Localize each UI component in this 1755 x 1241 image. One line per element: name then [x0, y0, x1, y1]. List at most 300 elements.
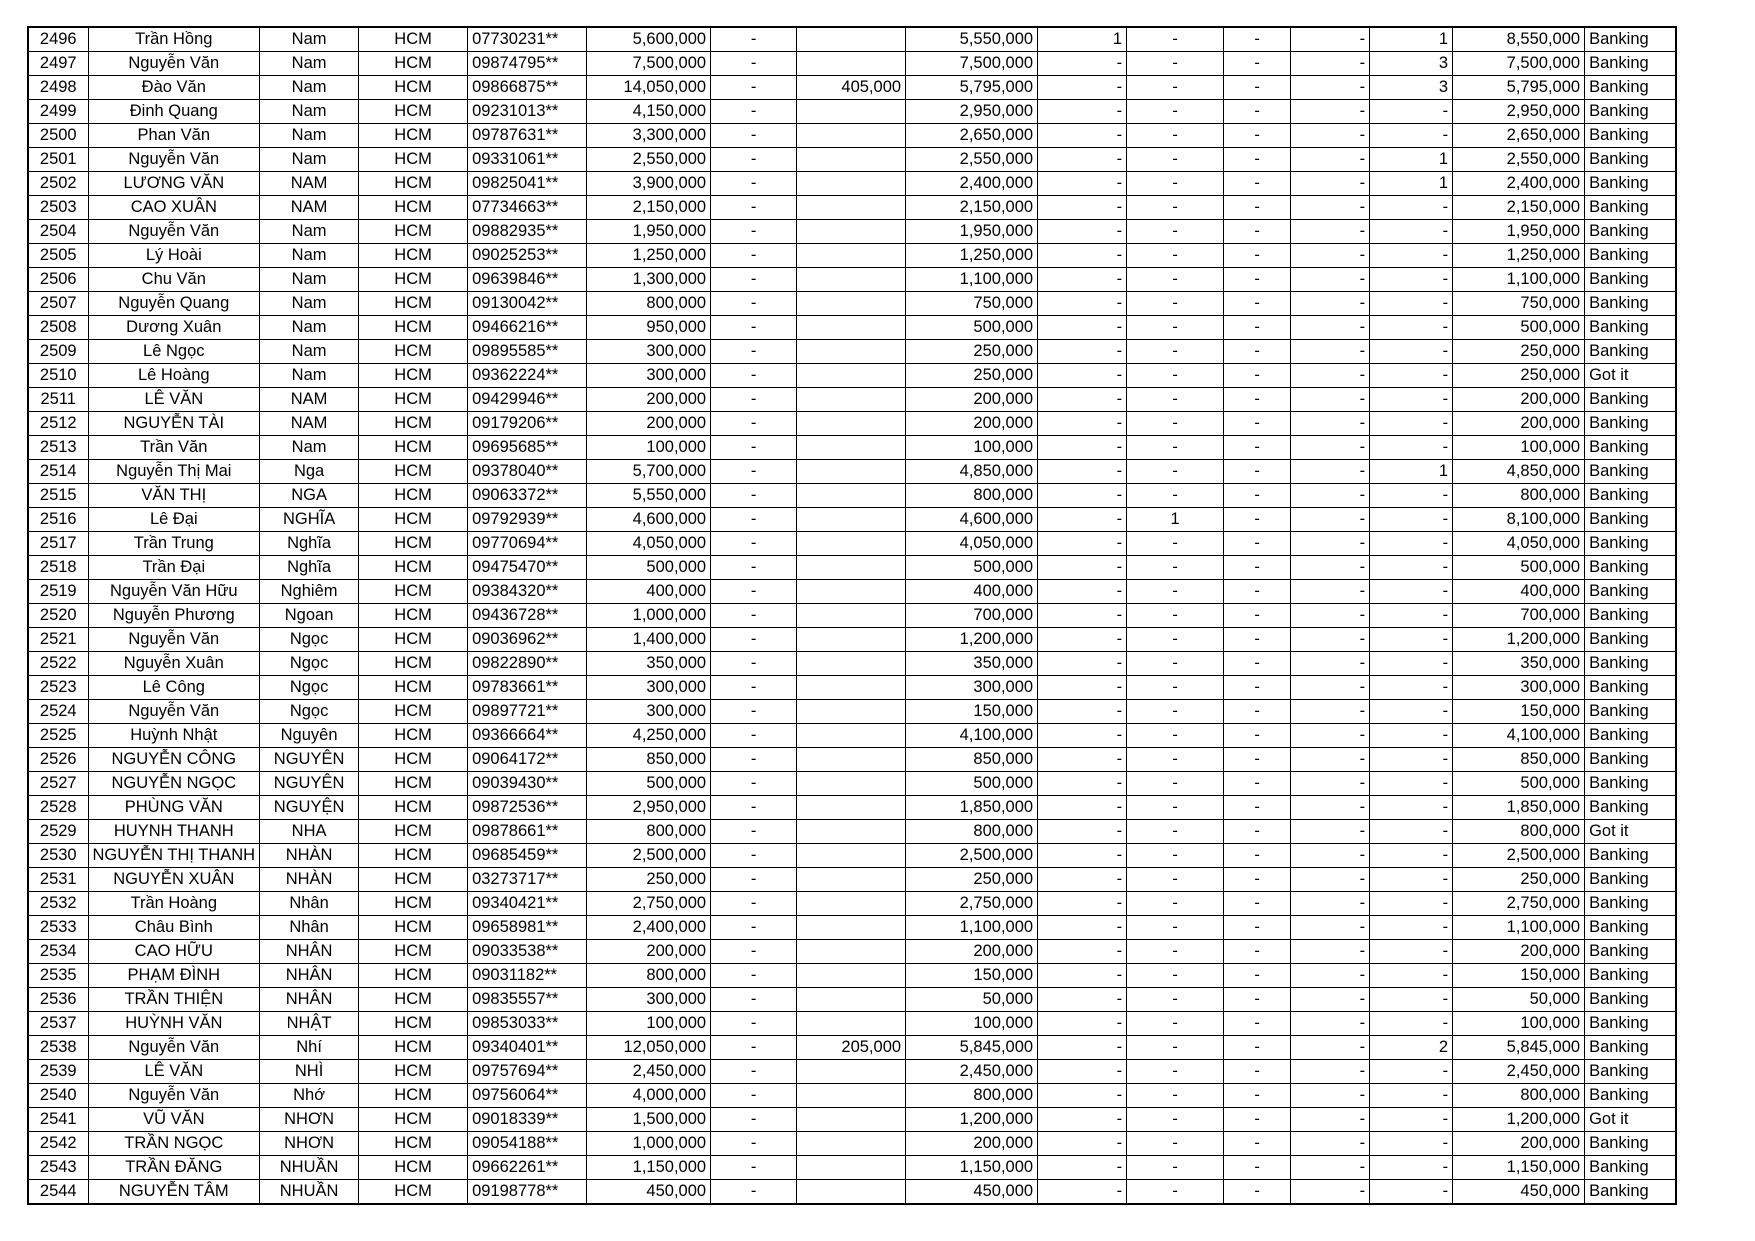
cell-hinh_thuc: Banking	[1585, 652, 1676, 676]
cell-hinh_thuc: Banking	[1585, 604, 1676, 628]
cell-hinh_thuc: Banking	[1585, 220, 1676, 244]
cell-c9: -	[1038, 220, 1127, 244]
cell-tong: 1,300,000	[587, 268, 711, 292]
cell-c9: -	[1038, 172, 1127, 196]
cell-tinh: HCM	[359, 268, 468, 292]
cell-tinh: HCM	[359, 1060, 468, 1084]
cell-ten: Ngọc	[260, 676, 359, 700]
cell-c9: -	[1038, 436, 1127, 460]
cell-c12: -	[1291, 820, 1370, 844]
table-row	[28, 868, 1676, 892]
cell-c10: -	[1127, 76, 1224, 100]
cell-c11: -	[1224, 484, 1291, 508]
cell-c12: -	[1291, 220, 1370, 244]
cell-stt: 2542	[28, 1132, 88, 1156]
cell-hinh_thuc: Banking	[1585, 1084, 1676, 1108]
cell-stt: 2533	[28, 916, 88, 940]
cell-sdt: 09025253**	[468, 244, 587, 268]
cell-hinh_thuc: Banking	[1585, 172, 1676, 196]
cell-stt: 2513	[28, 436, 88, 460]
cell-ho: Nguyễn Văn	[88, 52, 260, 76]
cell-thuc_nhan: 4,600,000	[906, 508, 1038, 532]
cell-c11: -	[1224, 196, 1291, 220]
cell-tinh: HCM	[359, 76, 468, 100]
cell-ten: NHẬT	[260, 1012, 359, 1036]
cell-c9: -	[1038, 364, 1127, 388]
cell-thuc_nhan: 250,000	[906, 340, 1038, 364]
cell-hinh_thuc: Banking	[1585, 796, 1676, 820]
cell-c13: 1	[1370, 148, 1453, 172]
cell-ten: NAM	[260, 172, 359, 196]
cell-hinh_thuc: Banking	[1585, 628, 1676, 652]
cell-c10: -	[1127, 340, 1224, 364]
cell-c9: -	[1038, 1132, 1127, 1156]
cell-c6: -	[711, 484, 797, 508]
cell-c10: -	[1127, 148, 1224, 172]
cell-giam	[797, 172, 906, 196]
cell-hinh_thuc: Banking	[1585, 27, 1676, 52]
cell-thanh_toan: 500,000	[1453, 316, 1585, 340]
cell-c6: -	[711, 1036, 797, 1060]
cell-thanh_toan: 2,400,000	[1453, 172, 1585, 196]
cell-thuc_nhan: 250,000	[906, 364, 1038, 388]
cell-tinh: HCM	[359, 364, 468, 388]
cell-thuc_nhan: 7,500,000	[906, 52, 1038, 76]
cell-c13: -	[1370, 292, 1453, 316]
cell-c6: -	[711, 556, 797, 580]
cell-thuc_nhan: 2,400,000	[906, 172, 1038, 196]
cell-tong: 3,900,000	[587, 172, 711, 196]
cell-thuc_nhan: 700,000	[906, 604, 1038, 628]
cell-c12: -	[1291, 436, 1370, 460]
table-row	[28, 676, 1676, 700]
cell-ten: Nam	[260, 340, 359, 364]
cell-c12: -	[1291, 388, 1370, 412]
cell-c6: -	[711, 172, 797, 196]
cell-sdt: 09033538**	[468, 940, 587, 964]
cell-sdt: 09340421**	[468, 892, 587, 916]
cell-c6: -	[711, 988, 797, 1012]
cell-thanh_toan: 800,000	[1453, 1084, 1585, 1108]
cell-ho: NGUYỄN TÂM	[88, 1180, 260, 1205]
cell-tong: 1,000,000	[587, 1132, 711, 1156]
cell-c6: -	[711, 220, 797, 244]
table-row	[28, 1156, 1676, 1180]
cell-ho: Trần Hồng	[88, 27, 260, 52]
cell-ho: Trần Văn	[88, 436, 260, 460]
cell-sdt: 09757694**	[468, 1060, 587, 1084]
cell-ho: Nguyễn Văn	[88, 700, 260, 724]
cell-ten: Ngọc	[260, 700, 359, 724]
cell-c9: -	[1038, 892, 1127, 916]
table-row	[28, 1012, 1676, 1036]
table-row	[28, 628, 1676, 652]
cell-c9: -	[1038, 460, 1127, 484]
cell-c13: -	[1370, 508, 1453, 532]
cell-ten: Ngoan	[260, 604, 359, 628]
cell-c10: -	[1127, 27, 1224, 52]
cell-thanh_toan: 700,000	[1453, 604, 1585, 628]
cell-c10: -	[1127, 628, 1224, 652]
cell-giam	[797, 700, 906, 724]
cell-ten: Nam	[260, 220, 359, 244]
cell-hinh_thuc: Banking	[1585, 676, 1676, 700]
cell-c13: -	[1370, 796, 1453, 820]
cell-tinh: HCM	[359, 100, 468, 124]
cell-tinh: HCM	[359, 388, 468, 412]
cell-c12: -	[1291, 76, 1370, 100]
cell-c10: -	[1127, 916, 1224, 940]
cell-tinh: HCM	[359, 1084, 468, 1108]
cell-c6: -	[711, 652, 797, 676]
cell-ho: HUỲNH VĂN	[88, 1012, 260, 1036]
cell-sdt: 09436728**	[468, 604, 587, 628]
cell-c9: -	[1038, 268, 1127, 292]
cell-thuc_nhan: 1,200,000	[906, 1108, 1038, 1132]
cell-tong: 4,150,000	[587, 100, 711, 124]
cell-thanh_toan: 4,850,000	[1453, 460, 1585, 484]
cell-sdt: 09231013**	[468, 100, 587, 124]
cell-thuc_nhan: 750,000	[906, 292, 1038, 316]
cell-thuc_nhan: 1,250,000	[906, 244, 1038, 268]
cell-hinh_thuc: Banking	[1585, 436, 1676, 460]
cell-tong: 2,150,000	[587, 196, 711, 220]
cell-c6: -	[711, 1180, 797, 1205]
table-row	[28, 652, 1676, 676]
cell-c11: -	[1224, 1156, 1291, 1180]
cell-c10: -	[1127, 220, 1224, 244]
cell-c13: 1	[1370, 172, 1453, 196]
cell-tong: 2,950,000	[587, 796, 711, 820]
cell-ten: NHÀN	[260, 868, 359, 892]
cell-c13: 2	[1370, 1036, 1453, 1060]
table-row	[28, 796, 1676, 820]
cell-sdt: 09853033**	[468, 1012, 587, 1036]
cell-thuc_nhan: 4,050,000	[906, 532, 1038, 556]
cell-ten: NHUẦN	[260, 1180, 359, 1205]
cell-c11: -	[1224, 604, 1291, 628]
cell-tong: 850,000	[587, 748, 711, 772]
table-row	[28, 316, 1676, 340]
cell-thanh_toan: 2,550,000	[1453, 148, 1585, 172]
cell-c9: -	[1038, 388, 1127, 412]
cell-hinh_thuc: Banking	[1585, 124, 1676, 148]
cell-c13: -	[1370, 220, 1453, 244]
cell-c6: -	[711, 100, 797, 124]
cell-giam	[797, 1108, 906, 1132]
cell-c12: -	[1291, 964, 1370, 988]
cell-ho: HUYNH THANH	[88, 820, 260, 844]
cell-stt: 2520	[28, 604, 88, 628]
cell-sdt: 09639846**	[468, 268, 587, 292]
table-row	[28, 820, 1676, 844]
cell-stt: 2517	[28, 532, 88, 556]
cell-c12: -	[1291, 940, 1370, 964]
cell-c9: -	[1038, 244, 1127, 268]
cell-tinh: HCM	[359, 412, 468, 436]
cell-stt: 2523	[28, 676, 88, 700]
cell-hinh_thuc: Banking	[1585, 412, 1676, 436]
cell-ten: NGUYÊN	[260, 748, 359, 772]
cell-giam: 205,000	[797, 1036, 906, 1060]
cell-giam	[797, 412, 906, 436]
cell-thanh_toan: 250,000	[1453, 340, 1585, 364]
cell-hinh_thuc: Banking	[1585, 1180, 1676, 1205]
cell-thuc_nhan: 200,000	[906, 1132, 1038, 1156]
cell-c13: -	[1370, 868, 1453, 892]
cell-tong: 2,400,000	[587, 916, 711, 940]
cell-c9: -	[1038, 652, 1127, 676]
cell-c9: -	[1038, 508, 1127, 532]
cell-giam	[797, 100, 906, 124]
cell-sdt: 09036962**	[468, 628, 587, 652]
cell-c6: -	[711, 316, 797, 340]
cell-hinh_thuc: Banking	[1585, 388, 1676, 412]
cell-c9: -	[1038, 1084, 1127, 1108]
cell-tinh: HCM	[359, 628, 468, 652]
cell-c6: -	[711, 1132, 797, 1156]
cell-thanh_toan: 2,500,000	[1453, 844, 1585, 868]
cell-hinh_thuc: Banking	[1585, 316, 1676, 340]
cell-c11: -	[1224, 172, 1291, 196]
table-row	[28, 940, 1676, 964]
cell-giam	[797, 1132, 906, 1156]
cell-thanh_toan: 1,850,000	[1453, 796, 1585, 820]
cell-c11: -	[1224, 508, 1291, 532]
cell-ten: Nam	[260, 364, 359, 388]
cell-giam	[797, 964, 906, 988]
cell-c12: -	[1291, 556, 1370, 580]
cell-tong: 5,550,000	[587, 484, 711, 508]
cell-tinh: HCM	[359, 340, 468, 364]
cell-c11: -	[1224, 244, 1291, 268]
cell-tinh: HCM	[359, 124, 468, 148]
cell-tong: 12,050,000	[587, 1036, 711, 1060]
cell-tinh: HCM	[359, 772, 468, 796]
cell-tong: 4,250,000	[587, 724, 711, 748]
cell-c11: -	[1224, 556, 1291, 580]
cell-c11: -	[1224, 868, 1291, 892]
cell-tong: 4,000,000	[587, 1084, 711, 1108]
table-row	[28, 748, 1676, 772]
cell-c9: -	[1038, 340, 1127, 364]
table-row	[28, 1036, 1676, 1060]
table-row	[28, 292, 1676, 316]
cell-thuc_nhan: 2,650,000	[906, 124, 1038, 148]
cell-giam	[797, 1060, 906, 1084]
cell-thuc_nhan: 450,000	[906, 1180, 1038, 1205]
cell-tong: 300,000	[587, 676, 711, 700]
cell-tinh: HCM	[359, 172, 468, 196]
cell-tong: 1,950,000	[587, 220, 711, 244]
cell-ho: Nguyễn Văn	[88, 148, 260, 172]
cell-stt: 2541	[28, 1108, 88, 1132]
cell-ho: Nguyễn Xuân	[88, 652, 260, 676]
cell-c11: -	[1224, 772, 1291, 796]
cell-c12: -	[1291, 652, 1370, 676]
cell-thuc_nhan: 1,200,000	[906, 628, 1038, 652]
cell-c10: -	[1127, 52, 1224, 76]
cell-c13: -	[1370, 556, 1453, 580]
cell-giam	[797, 868, 906, 892]
cell-c6: -	[711, 628, 797, 652]
cell-c6: -	[711, 412, 797, 436]
cell-tong: 400,000	[587, 580, 711, 604]
cell-c12: -	[1291, 844, 1370, 868]
cell-c9: -	[1038, 532, 1127, 556]
cell-c12: -	[1291, 460, 1370, 484]
cell-c11: -	[1224, 220, 1291, 244]
cell-hinh_thuc: Banking	[1585, 940, 1676, 964]
cell-sdt: 09787631**	[468, 124, 587, 148]
cell-hinh_thuc: Banking	[1585, 964, 1676, 988]
table-row	[28, 580, 1676, 604]
cell-ho: VĂN THỊ	[88, 484, 260, 508]
cell-sdt: 07734663**	[468, 196, 587, 220]
cell-stt: 2509	[28, 340, 88, 364]
cell-sdt: 09783661**	[468, 676, 587, 700]
cell-c13: -	[1370, 268, 1453, 292]
cell-c11: -	[1224, 532, 1291, 556]
cell-ho: NGUYỄN CÔNG	[88, 748, 260, 772]
cell-tinh: HCM	[359, 796, 468, 820]
cell-c13: -	[1370, 892, 1453, 916]
cell-giam	[797, 244, 906, 268]
cell-c10: -	[1127, 1108, 1224, 1132]
cell-stt: 2497	[28, 52, 88, 76]
cell-c6: -	[711, 700, 797, 724]
cell-tong: 2,750,000	[587, 892, 711, 916]
cell-hinh_thuc: Banking	[1585, 52, 1676, 76]
cell-tong: 200,000	[587, 940, 711, 964]
cell-tong: 800,000	[587, 820, 711, 844]
cell-ten: NHÀN	[260, 844, 359, 868]
cell-ho: TRẦN ĐĂNG	[88, 1156, 260, 1180]
cell-c6: -	[711, 148, 797, 172]
cell-c9: -	[1038, 772, 1127, 796]
cell-ho: Trần Hoàng	[88, 892, 260, 916]
cell-ten: NHÂN	[260, 940, 359, 964]
cell-ten: Nga	[260, 460, 359, 484]
table-row	[28, 508, 1676, 532]
cell-hinh_thuc: Banking	[1585, 556, 1676, 580]
cell-stt: 2510	[28, 364, 88, 388]
cell-c9: -	[1038, 604, 1127, 628]
cell-stt: 2532	[28, 892, 88, 916]
cell-thanh_toan: 100,000	[1453, 436, 1585, 460]
cell-stt: 2498	[28, 76, 88, 100]
cell-stt: 2538	[28, 1036, 88, 1060]
cell-ho: Đinh Quang	[88, 100, 260, 124]
cell-ho: Huỳnh Nhật	[88, 724, 260, 748]
cell-thuc_nhan: 150,000	[906, 964, 1038, 988]
cell-c11: -	[1224, 1012, 1291, 1036]
cell-stt: 2536	[28, 988, 88, 1012]
cell-thuc_nhan: 150,000	[906, 700, 1038, 724]
cell-ho: Nguyễn Văn	[88, 628, 260, 652]
cell-c10: -	[1127, 316, 1224, 340]
cell-c12: -	[1291, 1108, 1370, 1132]
cell-hinh_thuc: Banking	[1585, 844, 1676, 868]
cell-ten: Nam	[260, 76, 359, 100]
cell-thuc_nhan: 4,850,000	[906, 460, 1038, 484]
cell-stt: 2508	[28, 316, 88, 340]
cell-c12: -	[1291, 604, 1370, 628]
cell-c12: -	[1291, 580, 1370, 604]
cell-ten: Nam	[260, 124, 359, 148]
cell-ten: NHA	[260, 820, 359, 844]
cell-stt: 2535	[28, 964, 88, 988]
cell-giam	[797, 916, 906, 940]
cell-hinh_thuc: Banking	[1585, 580, 1676, 604]
cell-c9: -	[1038, 988, 1127, 1012]
cell-ten: Nam	[260, 292, 359, 316]
cell-stt: 2511	[28, 388, 88, 412]
cell-thanh_toan: 200,000	[1453, 388, 1585, 412]
cell-c6: -	[711, 604, 797, 628]
cell-ho: Lê Hoàng	[88, 364, 260, 388]
cell-ho: Nguyễn Văn	[88, 220, 260, 244]
cell-ho: Đào Văn	[88, 76, 260, 100]
cell-thanh_toan: 4,100,000	[1453, 724, 1585, 748]
cell-c9: -	[1038, 748, 1127, 772]
cell-c9: -	[1038, 676, 1127, 700]
cell-hinh_thuc: Got it	[1585, 820, 1676, 844]
cell-c6: -	[711, 436, 797, 460]
cell-c9: -	[1038, 628, 1127, 652]
cell-c13: -	[1370, 412, 1453, 436]
cell-hinh_thuc: Banking	[1585, 1132, 1676, 1156]
cell-stt: 2507	[28, 292, 88, 316]
cell-thanh_toan: 300,000	[1453, 676, 1585, 700]
cell-giam	[797, 268, 906, 292]
cell-c10: -	[1127, 676, 1224, 700]
cell-hinh_thuc: Banking	[1585, 100, 1676, 124]
cell-ho: Lê Công	[88, 676, 260, 700]
cell-stt: 2519	[28, 580, 88, 604]
cell-tong: 300,000	[587, 364, 711, 388]
table-row	[28, 1108, 1676, 1132]
cell-c6: -	[711, 388, 797, 412]
cell-c11: -	[1224, 628, 1291, 652]
cell-sdt: 09054188**	[468, 1132, 587, 1156]
table-row	[28, 892, 1676, 916]
cell-giam	[797, 1012, 906, 1036]
table-row	[28, 988, 1676, 1012]
cell-tinh: HCM	[359, 868, 468, 892]
cell-c9: -	[1038, 316, 1127, 340]
cell-c13: -	[1370, 124, 1453, 148]
cell-c6: -	[711, 1060, 797, 1084]
cell-tong: 350,000	[587, 652, 711, 676]
cell-c10: -	[1127, 1156, 1224, 1180]
cell-thanh_toan: 450,000	[1453, 1180, 1585, 1205]
table-row	[28, 556, 1676, 580]
table-row	[28, 532, 1676, 556]
cell-c9: -	[1038, 412, 1127, 436]
cell-ho: PHẠM ĐÌNH	[88, 964, 260, 988]
cell-ten: NGUYỆN	[260, 796, 359, 820]
cell-tinh: HCM	[359, 964, 468, 988]
cell-tong: 950,000	[587, 316, 711, 340]
cell-c6: -	[711, 748, 797, 772]
cell-c12: -	[1291, 412, 1370, 436]
cell-c6: -	[711, 916, 797, 940]
cell-c12: -	[1291, 1060, 1370, 1084]
cell-hinh_thuc: Banking	[1585, 1036, 1676, 1060]
cell-c10: -	[1127, 460, 1224, 484]
cell-stt: 2515	[28, 484, 88, 508]
